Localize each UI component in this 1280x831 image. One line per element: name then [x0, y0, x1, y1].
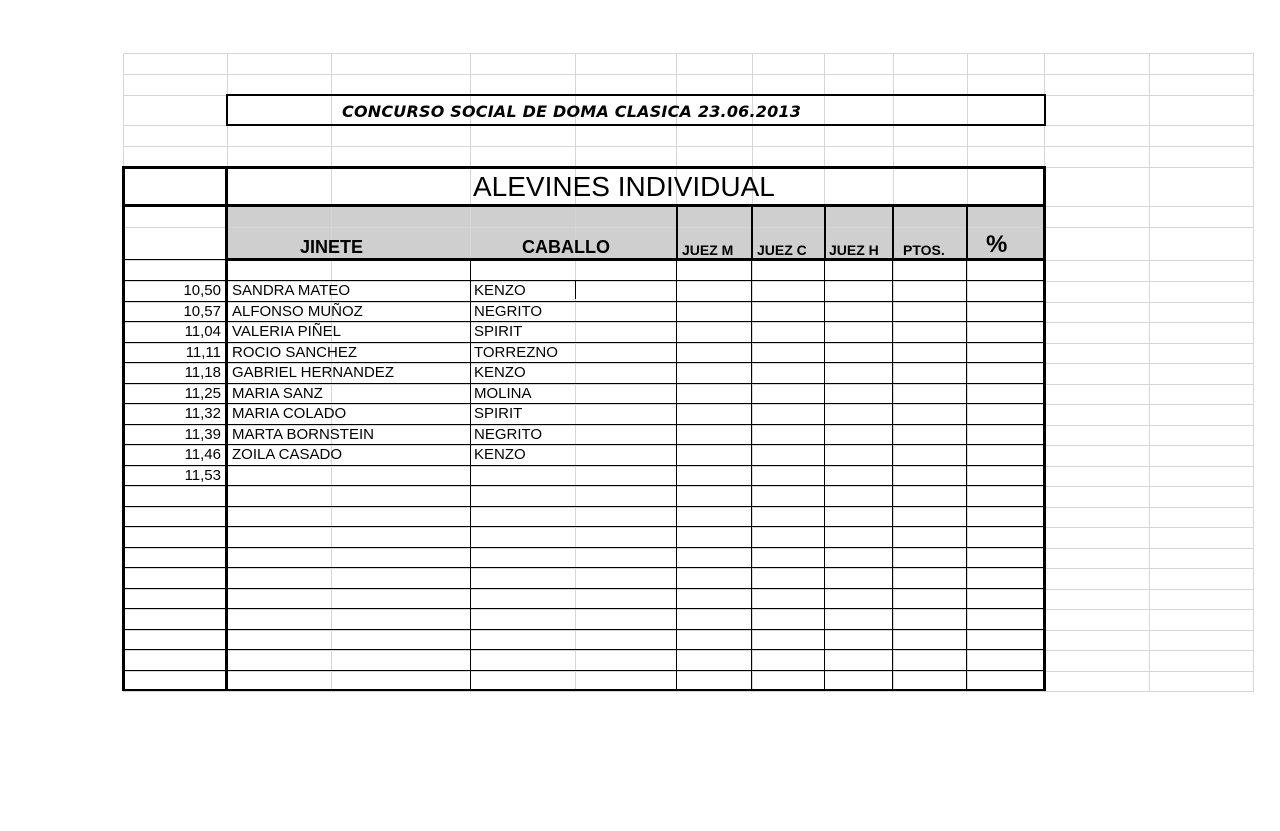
table-border-right	[1043, 166, 1046, 691]
gridline-horizontal	[123, 486, 1254, 487]
row-border	[228, 567, 1044, 568]
row-border-left	[124, 629, 226, 630]
judge-h-column-header: JUEZ H	[829, 242, 879, 258]
rider-cell: MARIA COLADO	[232, 405, 347, 422]
row-border-left	[124, 506, 226, 507]
gridline-horizontal	[123, 227, 1254, 228]
gridline-horizontal	[123, 53, 1254, 54]
gridline-horizontal	[123, 466, 1254, 467]
body-column-border	[751, 260, 752, 690]
gridline-horizontal	[123, 527, 1254, 528]
banner-border-top	[226, 94, 1046, 96]
gridline-horizontal	[123, 74, 1254, 75]
body-column-border	[966, 260, 967, 690]
row-border	[228, 403, 1044, 404]
row-border	[228, 465, 1044, 466]
banner-border-bottom	[226, 124, 1046, 126]
banner-border-left	[226, 94, 228, 126]
start-time-cell: 11,11	[185, 344, 221, 361]
start-time-cell: 11,46	[184, 446, 221, 463]
category-row-border	[122, 204, 1046, 207]
header-column-border	[824, 206, 826, 261]
judge-m-column-header: JUEZ M	[682, 242, 734, 258]
gridline-horizontal	[123, 609, 1254, 610]
gridline-vertical	[1253, 53, 1254, 691]
start-time-cell: 11,53	[184, 467, 221, 484]
row-border	[228, 670, 1044, 671]
body-column-border	[824, 260, 825, 690]
rider-cell: SANDRA MATEO	[232, 282, 351, 299]
horse-cell: MOLINA	[474, 385, 532, 402]
time-column-border	[225, 166, 228, 691]
row-border	[228, 383, 1044, 384]
horse-cell: KENZO	[474, 282, 526, 299]
start-time-cell: 11,04	[184, 323, 221, 340]
header-column-border	[892, 206, 894, 261]
row-border	[228, 649, 1044, 650]
rider-cell: ROCIO SANCHEZ	[232, 344, 358, 361]
gridline-vertical	[967, 53, 968, 691]
horse-cell: NEGRITO	[474, 303, 543, 320]
body-column-border	[892, 260, 893, 690]
gridline-horizontal	[123, 650, 1254, 651]
row-border	[228, 588, 1044, 589]
gridline-vertical	[1149, 53, 1150, 691]
table-border-top	[122, 166, 1046, 169]
horse-cell: KENZO	[474, 364, 526, 381]
horse-column-border	[470, 260, 471, 690]
header-column-border	[676, 206, 678, 261]
points-column-header: PTOS.	[903, 242, 945, 258]
gridline-horizontal	[123, 507, 1254, 508]
row-border-left	[124, 547, 226, 548]
table-border-bottom	[122, 689, 1046, 691]
start-time-cell: 11,18	[184, 364, 221, 381]
competition-title: CONCURSO SOCIAL DE DOMA CLASICA 23.06.2013	[342, 102, 802, 121]
start-time-cell: 11,39	[184, 426, 221, 443]
row-border-left	[124, 588, 226, 589]
gridline-vertical	[752, 53, 753, 691]
row-border-left	[124, 567, 226, 568]
rider-cell: ALFONSO MUÑOZ	[232, 303, 363, 320]
judge-c-column-header: JUEZ C	[757, 242, 807, 258]
percent-column-header: %	[986, 231, 1008, 258]
rider-cell: MARTA BORNSTEIN	[232, 426, 374, 443]
gridline-horizontal	[123, 671, 1254, 672]
banner-border-right	[1044, 94, 1046, 126]
category-title: ALEVINES INDIVIDUAL	[473, 171, 775, 202]
horse-cell: TORREZNO	[474, 344, 558, 361]
body-column-border	[676, 260, 677, 690]
horse-cell: SPIRIT	[474, 323, 523, 340]
header-row-border-left	[122, 259, 228, 260]
rider-cell: GABRIEL HERNANDEZ	[232, 364, 394, 381]
rider-column-header: JINETE	[300, 237, 364, 257]
start-time-cell: 11,32	[184, 405, 221, 422]
row-border-left	[124, 526, 226, 527]
gridline-horizontal	[123, 146, 1254, 147]
horse-cell: NEGRITO	[474, 426, 543, 443]
row-border	[228, 485, 1044, 486]
start-time-cell: 11,25	[184, 385, 221, 402]
gridline-vertical	[575, 53, 576, 691]
row-border	[228, 280, 1044, 281]
gridline-horizontal	[123, 589, 1254, 590]
rider-cell: MARIA SANZ	[232, 385, 323, 402]
start-time-cell: 10,57	[183, 303, 221, 320]
rider-cell: ZOILA CASADO	[232, 446, 343, 463]
row-border	[228, 506, 1044, 507]
row-border-left	[124, 670, 226, 671]
rider-cell: VALERIA PIÑEL	[232, 323, 341, 340]
gridline-horizontal	[123, 691, 1254, 692]
gridline-horizontal	[123, 548, 1254, 549]
row-border	[228, 526, 1044, 527]
horse-column-header: CABALLO	[522, 237, 610, 257]
row-border-left	[124, 649, 226, 650]
header-column-border	[966, 206, 968, 261]
header-column-border	[751, 206, 753, 261]
cell-mark	[575, 281, 576, 299]
row-border	[228, 608, 1044, 609]
horse-cell: KENZO	[474, 446, 526, 463]
gridline-vertical	[893, 53, 894, 691]
start-time-cell: 10,50	[183, 282, 221, 299]
row-border	[228, 547, 1044, 548]
gridline-horizontal	[123, 630, 1254, 631]
row-border	[228, 629, 1044, 630]
horse-cell: SPIRIT	[474, 405, 523, 422]
gridline-horizontal	[123, 568, 1254, 569]
row-border-left	[124, 608, 226, 609]
